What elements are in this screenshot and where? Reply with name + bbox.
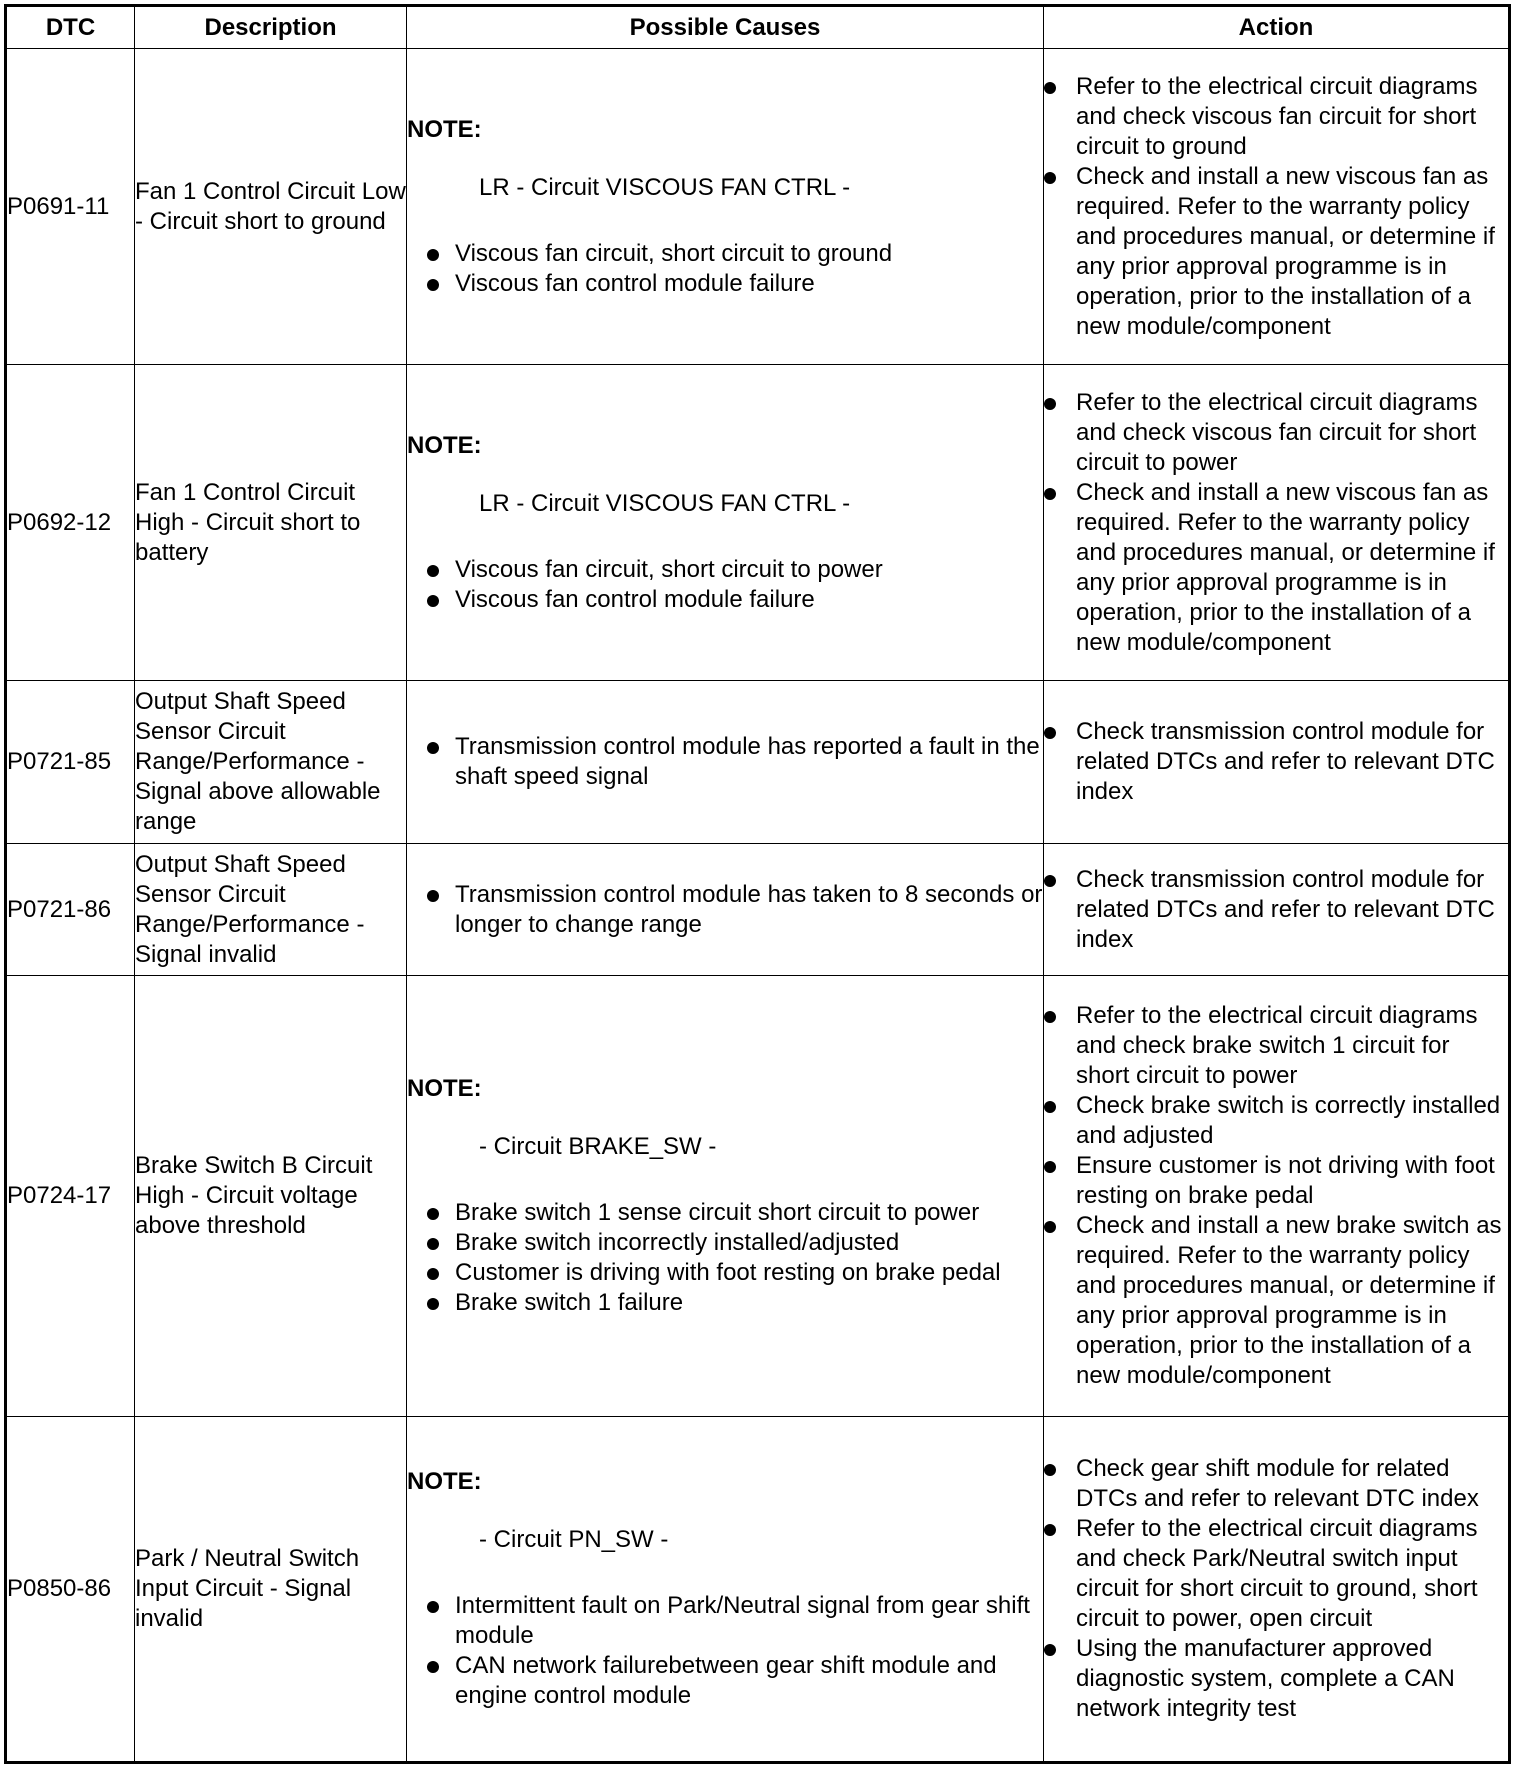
cause-list xyxy=(407,239,1043,299)
header-row xyxy=(7,7,1509,49)
dtc-code: P0724-17 xyxy=(7,976,135,1417)
header-dtc: DTC xyxy=(7,7,135,49)
action-cell xyxy=(1044,49,1509,365)
table-row xyxy=(7,681,1509,844)
cause-item: Brake switch incorrectly installed/adjusted xyxy=(407,1228,1043,1258)
cause-item: Brake switch 1 failure xyxy=(407,1288,1043,1318)
action-item: Refer to the electrical circuit diagrams and check Park/Neutral switch input circuit for short circuit to ground, short circuit to power, open circuit xyxy=(1044,1514,1508,1634)
dtc-description: Park / Neutral Switch Input Circuit - Signal invalid xyxy=(135,1417,407,1762)
header-action: Action xyxy=(1044,7,1509,49)
dtc-table xyxy=(6,6,1509,1762)
cause-item: Viscous fan control module failure xyxy=(407,269,1043,299)
cause-item: Brake switch 1 sense circuit short circuit to power xyxy=(407,1198,1043,1228)
action-item: Using the manufacturer approved diagnostic system, complete a CAN network integrity test xyxy=(1044,1634,1508,1724)
dtc-description: Output Shaft Speed Sensor Circuit Range/Performance - Signal above allowable range xyxy=(135,681,407,844)
dtc-description: Fan 1 Control Circuit High - Circuit short to battery xyxy=(135,365,407,681)
action-item: Refer to the electrical circuit diagrams and check viscous fan circuit for short circuit to ground xyxy=(1044,72,1508,162)
dtc-code: P0850-86 xyxy=(7,1417,135,1762)
cause-item: Intermittent fault on Park/Neutral signal from gear shift module xyxy=(407,1591,1043,1651)
table-row xyxy=(7,976,1509,1417)
action-list xyxy=(1044,865,1508,955)
possible-causes xyxy=(407,976,1044,1417)
dtc-description: Output Shaft Speed Sensor Circuit Range/Performance - Signal invalid xyxy=(135,844,407,976)
header-description: Description xyxy=(135,7,407,49)
cause-item: CAN network failurebetween gear shift module and engine control module xyxy=(407,1651,1043,1711)
note-circuit: LR - Circuit VISCOUS FAN CTRL - xyxy=(479,489,851,517)
possible-causes xyxy=(407,844,1044,976)
dtc-code: P0721-86 xyxy=(7,844,135,976)
cause-item: Customer is driving with foot resting on brake pedal xyxy=(407,1258,1043,1288)
table-row xyxy=(7,365,1509,681)
action-item: Refer to the electrical circuit diagrams and check brake switch 1 circuit for short circuit to power xyxy=(1044,1001,1508,1091)
dtc-code: P0692-12 xyxy=(7,365,135,681)
cause-item: Transmission control module has reported a fault in the shaft speed signal xyxy=(407,732,1043,792)
note-label: NOTE: xyxy=(407,1468,482,1495)
possible-causes xyxy=(407,49,1044,365)
note-label: NOTE: xyxy=(407,115,482,143)
cause-list xyxy=(407,880,1043,940)
header-possible-causes: Possible Causes xyxy=(407,7,1044,49)
cause-list xyxy=(407,1198,1043,1318)
action-item: Ensure customer is not driving with foot resting on brake pedal xyxy=(1044,1151,1508,1211)
table-row xyxy=(7,1417,1509,1762)
table-row xyxy=(7,844,1509,976)
cause-list xyxy=(407,1591,1043,1711)
possible-causes xyxy=(407,365,1044,681)
possible-causes xyxy=(407,681,1044,844)
action-item: Check and install a new brake switch as required. Refer to the warranty policy and procedures manual, or determine if any prior approval programme is in operation, prior to the installation of a new module/component xyxy=(1044,1211,1508,1391)
action-list xyxy=(1044,72,1508,342)
action-list xyxy=(1044,388,1508,658)
cause-item: Viscous fan control module failure xyxy=(407,585,1043,615)
cause-list xyxy=(407,555,1043,615)
table-row xyxy=(7,49,1509,365)
note-circuit: - Circuit PN_SW - xyxy=(479,1526,669,1553)
action-list xyxy=(1044,717,1508,807)
action-list xyxy=(1044,1001,1508,1391)
action-cell xyxy=(1044,365,1509,681)
action-item: Check brake switch is correctly installed and adjusted xyxy=(1044,1091,1508,1151)
cause-list xyxy=(407,732,1043,792)
cause-item: Transmission control module has taken to 8 seconds or longer to change range xyxy=(407,880,1043,940)
action-cell xyxy=(1044,976,1509,1417)
action-cell xyxy=(1044,844,1509,976)
action-cell xyxy=(1044,681,1509,844)
dtc-code: P0721-85 xyxy=(7,681,135,844)
action-item: Check transmission control module for related DTCs and refer to relevant DTC index xyxy=(1044,865,1508,955)
action-item: Check transmission control module for related DTCs and refer to relevant DTC index xyxy=(1044,717,1508,807)
dtc-description: Brake Switch B Circuit High - Circuit voltage above threshold xyxy=(135,976,407,1417)
note-label: NOTE: xyxy=(407,1075,482,1102)
possible-causes xyxy=(407,1417,1044,1762)
cause-item: Viscous fan circuit, short circuit to ground xyxy=(407,239,1043,269)
note-circuit: - Circuit BRAKE_SW - xyxy=(479,1133,717,1160)
dtc-description: Fan 1 Control Circuit Low - Circuit short to ground xyxy=(135,49,407,365)
action-list xyxy=(1044,1454,1508,1724)
note-label: NOTE: xyxy=(407,431,482,459)
action-item: Check and install a new viscous fan as required. Refer to the warranty policy and procedures manual, or determine if any prior approval programme is in operation, prior to the installation of a new module/component xyxy=(1044,478,1508,658)
action-item: Check gear shift module for related DTCs and refer to relevant DTC index xyxy=(1044,1454,1508,1514)
action-item: Refer to the electrical circuit diagrams and check viscous fan circuit for short circuit to power xyxy=(1044,388,1508,478)
action-cell xyxy=(1044,1417,1509,1762)
cause-item: Viscous fan circuit, short circuit to power xyxy=(407,555,1043,585)
note-circuit: LR - Circuit VISCOUS FAN CTRL - xyxy=(479,173,851,201)
dtc-code: P0691-11 xyxy=(7,49,135,365)
action-item: Check and install a new viscous fan as required. Refer to the warranty policy and procedures manual, or determine if any prior approval programme is in operation, prior to the installation of a new module/component xyxy=(1044,162,1508,342)
